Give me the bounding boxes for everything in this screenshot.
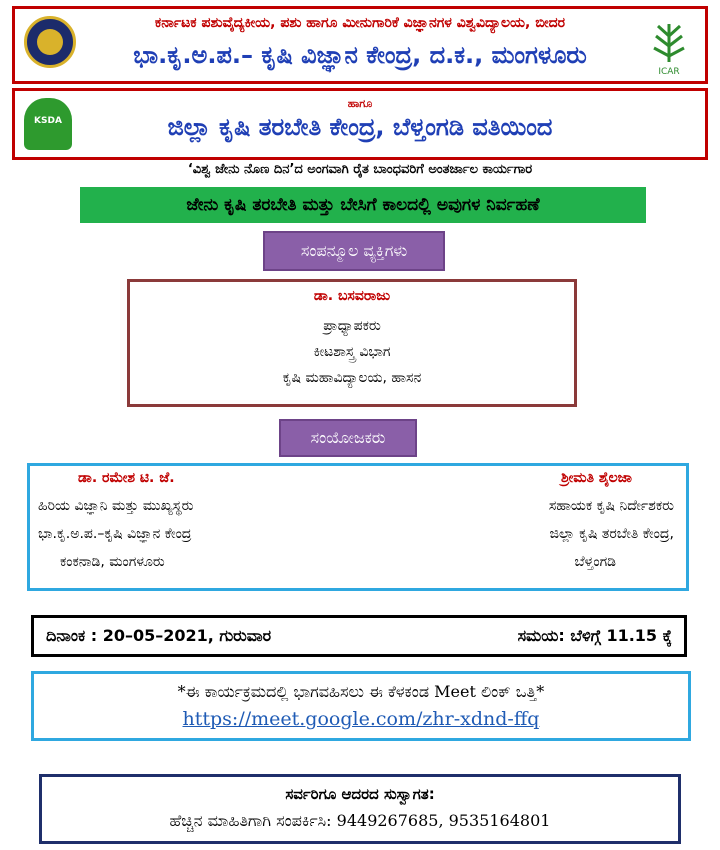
- ksda-logo: KSDA: [24, 98, 72, 150]
- university-logo: [24, 16, 76, 68]
- coordinator-left-line: ಭಾ.ಕೃ.ಅ.ಪ.–ಕೃಷಿ ವಿಜ್ಞಾನ ಕೇಂದ್ರ: [38, 526, 192, 542]
- resource-person-designation: ಪ್ರಾಧ್ಯಾಪಕರು: [323, 318, 381, 334]
- resource-person-department: ಕೀಟಶಾಸ್ತ್ರ ವಿಭಾಗ: [313, 344, 391, 360]
- event-time: ಸಮಯ: ಬೆಳಿಗ್ಗೆ 11.15 ಕ್ಕೆ: [517, 626, 672, 645]
- training-centre-name: ಜಿಲ್ಲಾ ಕೃಷಿ ತರಬೇತಿ ಕೇಂದ್ರ, ಬೆಳ್ತಂಗಡಿ ವತಿಯಿಂದ: [167, 113, 553, 141]
- coordinator-right-line: ಜಿಲ್ಲಾ ಕೃಷಿ ತರಬೇತಿ ಕೇಂದ್ರ,: [549, 526, 674, 542]
- coordinator-right-line: ಸಹಾಯಕ ಕೃಷಿ ನಿರ್ದೇಶಕರು: [548, 498, 674, 514]
- coordinator-right-name: ಶ್ರೀಮತಿ ಶೈಲಜಾ: [560, 470, 632, 486]
- event-date: ದಿನಾಂಕ : 20–05–2021, ಗುರುವಾರ: [46, 626, 272, 645]
- resource-persons-label: ಸಂಪನ್ಮೂಲ ವ್ಯಕ್ತಿಗಳು: [263, 231, 445, 271]
- event-title-banner: ಜೇನು ಕೃಷಿ ತರಬೇತಿ ಮತ್ತು ಬೇಸಿಗೆ ಕಾಲದಲ್ಲಿ ಅವುಗಳ ನಿರ್ವಹಣೆ: [80, 187, 646, 223]
- coordinator-left-name: ಡಾ. ರಮೇಶ ಟಿ. ಜೆ.: [78, 470, 175, 486]
- coordinators-box: [27, 463, 689, 591]
- meet-instruction: *ಈ ಕಾರ್ಯಕ್ರಮದಲ್ಲಿ ಭಾಗವಹಿಸಲು ಈ ಕೆಳಕಂಡ Meet ಲಿಂಕ್ ಒತ್ತಿ*: [177, 682, 545, 701]
- welcome-box: [39, 774, 681, 844]
- schedule-box: [31, 615, 687, 657]
- university-name: ಕರ್ನಾಟಕ ಪಶುವೈದ್ಯಕೀಯ, ಪಶು ಹಾಗೂ ಮೀನುಗಾರಿಕೆ ವಿಜ್ಞಾನಗಳ ವಿಶ್ವವಿದ್ಯಾಲಯ, ಬೀದರ: [154, 15, 566, 31]
- coordinator-right-line: ಬೆಳ್ತಂಗಡಿ: [574, 554, 616, 570]
- header-box-training: [12, 88, 708, 160]
- and-text: ಹಾಗೂ: [347, 97, 373, 110]
- icar-logo-text: ICAR: [658, 67, 680, 76]
- resource-person-box: [127, 279, 577, 407]
- meet-box: [31, 671, 691, 741]
- coordinators-label: ಸಂಯೋಜಕರು: [279, 419, 417, 457]
- coordinator-left-line: ಕಂಕನಾಡಿ, ಮಂಗಳೂರು: [60, 554, 165, 570]
- icar-logo: [642, 18, 696, 76]
- resource-person-institution: ಕೃಷಿ ಮಹಾವಿದ್ಯಾಲಯ, ಹಾಸನ: [282, 370, 422, 386]
- welcome-text: ಸರ್ವರಿಗೂ ಆದರದ ಸುಸ್ವಾಗತ:: [285, 785, 435, 803]
- kvk-name: ಭಾ.ಕೃ.ಅ.ಪ.– ಕೃಷಿ ವಿಜ್ಞಾನ ಕೇಂದ್ರ, ದ.ಕ., ಮಂಗಳೂರು: [133, 41, 587, 69]
- event-subtitle: ‘ವಿಶ್ವ ಜೇನು ನೊಣ ದಿನ’ದ ಅಂಗವಾಗಿ ರೈತ ಬಾಂಧವರಿಗೆ ಅಂತರ್ಜಾಲ ಕಾರ್ಯಗಾರ: [187, 162, 533, 177]
- meet-link[interactable]: https://meet.google.com/zhr-xdnd-ffq: [182, 708, 540, 730]
- coordinator-left-line: ಹಿರಿಯ ವಿಜ್ಞಾನಿ ಮತ್ತು ಮುಖ್ಯಸ್ಥರು: [38, 498, 194, 514]
- contact-text: ಹೆಚ್ಚಿನ ಮಾಹಿತಿಗಾಗಿ ಸಂಪರ್ಕಿಸಿ: 9449267685, 9535164801: [169, 811, 551, 830]
- header-box-university: [12, 6, 708, 84]
- resource-person-name: ಡಾ. ಬಸವರಾಜು: [313, 288, 391, 304]
